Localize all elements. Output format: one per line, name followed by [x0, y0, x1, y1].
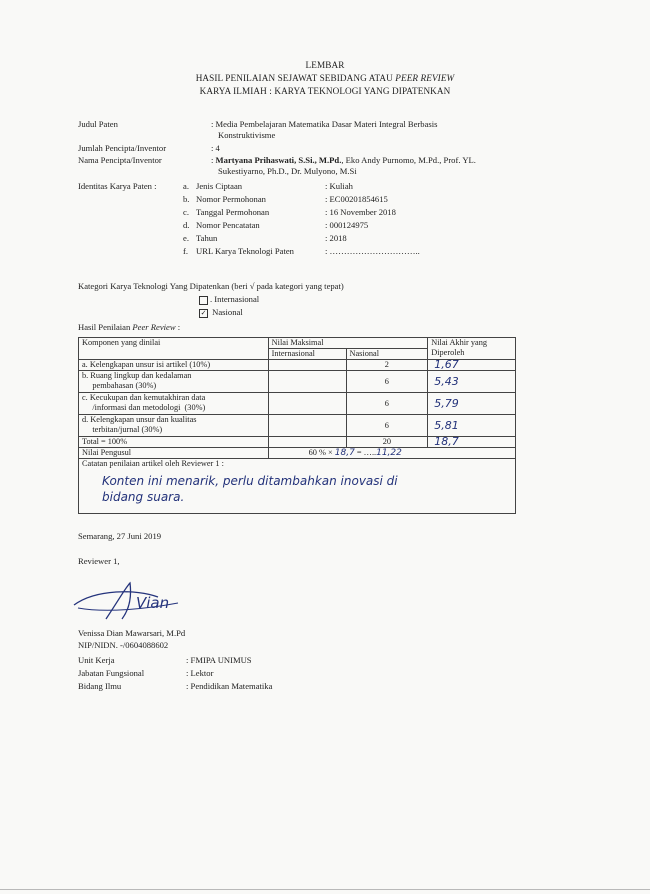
heading-line2-text: HASIL PENILAIAN SEJAWAT SEBIDANG ATAU	[195, 73, 396, 83]
catatan-handwritten-line1: Konten ini menarik, perlu ditambahkan inovasi di	[102, 474, 398, 488]
item-label: Jenis Ciptaan	[196, 181, 243, 191]
catatan-label: Catatan penilaian artikel oleh Reviewer 1 :	[82, 459, 224, 468]
komponen-line2: terbitan/jurnal (30%)	[82, 425, 163, 434]
cell-akhir-handwritten: 1,67	[428, 360, 516, 371]
item-value: : …………………………..	[325, 246, 420, 256]
cell-internasional	[268, 371, 346, 393]
header-nilai-akhir	[428, 338, 516, 360]
bidang-value: : Pendidikan Matematika	[186, 681, 273, 691]
jabatan-label: Jabatan Fungsional	[78, 668, 145, 678]
cell-pengusul-formula	[268, 448, 515, 459]
header-akhir-line1: Nilai Akhir yang	[431, 338, 487, 347]
komponen-line1: b. Ruang lingkup dan kedalaman	[82, 371, 192, 380]
header-internasional: Internasional	[268, 349, 346, 360]
nama-label: Nama Pencipta/Inventor	[78, 155, 162, 165]
table-pengusul-row	[79, 448, 516, 459]
jabatan-value: : Lektor	[186, 668, 214, 678]
cell-akhir-handwritten: 5,43	[428, 371, 516, 393]
kategori-label: Kategori Karya Teknologi Yang Dipatenkan (beri √ pada kategori yang tepat)	[78, 281, 344, 291]
item-label: Nomor Pencatatan	[196, 220, 260, 230]
hasil-label-text: Hasil Penilaian	[78, 322, 133, 332]
judul-value-2: Konstruktivisme	[218, 130, 276, 140]
cell-pengusul-label: Nilai Pengusul	[79, 448, 269, 459]
hasil-label	[78, 322, 180, 333]
unit-label: Unit Kerja	[78, 655, 115, 665]
cell-internasional	[268, 393, 346, 415]
item-letter: f.	[183, 246, 189, 256]
cell-total-label: Total = 100%	[79, 437, 269, 448]
item-value: : 000124975	[325, 220, 369, 230]
item-value: : 2018	[325, 233, 347, 243]
item-letter: a.	[183, 181, 189, 191]
item-value: : 16 November 2018	[325, 207, 396, 217]
reviewer-nip: NIP/NIDN. -/0604088602	[78, 640, 169, 650]
item-label: URL Karya Teknologi Paten	[196, 246, 294, 256]
item-letter: d.	[183, 220, 190, 230]
signature-text: Vian	[136, 594, 170, 612]
bidang-label: Bidang Ilmu	[78, 681, 122, 691]
score-table	[78, 337, 516, 514]
table-row	[79, 360, 516, 371]
item-value: : EC00201854615	[325, 194, 388, 204]
cell-nasional: 6	[346, 371, 428, 393]
checkbox-empty-icon	[199, 296, 208, 305]
cell-komponen: a. Kelengkapan unsur isi artikel (10%)	[79, 360, 269, 371]
komponen-line1: c. Kecukupan dan kemutakhiran data	[82, 393, 206, 402]
cell-total-nasional: 20	[346, 437, 428, 448]
table-row	[79, 393, 516, 415]
place-date: Semarang, 27 Juni 2019	[78, 531, 162, 541]
hasil-label-suffix: :	[175, 322, 181, 332]
option-label: . Internasional	[210, 294, 260, 304]
reviewer-name: Venissa Dian Mawarsari, M.Pd	[78, 628, 186, 638]
unit-value: : FMIPA UNIMUS	[186, 655, 252, 665]
formula-hand-value: 18,7	[334, 448, 355, 458]
kategori-option-internasional	[199, 294, 259, 305]
judul-label: Judul Paten	[78, 119, 118, 129]
item-label: Tanggal Permohonan	[196, 207, 270, 217]
judul-value: : Media Pembelajaran Matematika Dasar Materi Integral Berbasis	[211, 119, 438, 129]
item-letter: b.	[183, 194, 190, 204]
nama-rest: , Eko Andy Purnomo, M.Pd., Prof. YL.	[341, 155, 476, 165]
cell-total-akhir-handwritten: 18,7	[428, 437, 516, 448]
cell-komponen	[79, 393, 269, 415]
cell-komponen	[79, 371, 269, 393]
item-letter: e.	[183, 233, 189, 243]
doc-heading-line2	[0, 73, 650, 83]
checkbox-checked-icon: ✓	[200, 308, 207, 317]
header-nasional: Nasional	[346, 349, 428, 360]
scan-edge-divider	[0, 889, 650, 890]
komponen-line2: pembahasan (30%)	[82, 381, 157, 390]
cell-internasional	[268, 437, 346, 448]
cell-catatan	[79, 459, 516, 514]
cell-akhir-handwritten: 5,81	[428, 415, 516, 437]
formula-prefix: 60 % ×	[308, 448, 333, 457]
nama-bold: Martyana Prihaswati, S.Si., M.Pd.	[215, 155, 342, 165]
komponen-line2: /informasi dan metodologi (30%)	[82, 403, 206, 412]
jumlah-value: : 4	[211, 143, 220, 153]
item-label: Nomor Permohonan	[196, 194, 266, 204]
kategori-option-nasional	[199, 307, 243, 318]
identitas-label: Identitas Karya Paten :	[78, 181, 157, 191]
header-nilai-maksimal: Nilai Maksimal	[268, 338, 428, 349]
table-catatan-row	[79, 459, 516, 514]
table-row	[79, 415, 516, 437]
item-value: : Kuliah	[325, 181, 353, 191]
cell-nasional: 6	[346, 393, 428, 415]
heading-line2-italic: PEER REVIEW	[395, 73, 455, 83]
table-total-row	[79, 437, 516, 448]
header-akhir-line2: Diperoleh	[431, 348, 465, 357]
nama-value	[211, 155, 476, 166]
hasil-label-italic: Peer Review	[132, 322, 176, 332]
catatan-handwritten-line2: bidang suara.	[102, 490, 185, 504]
cell-internasional	[268, 415, 346, 437]
option-label: Nasional	[212, 307, 243, 317]
cell-internasional	[268, 360, 346, 371]
cell-nasional: 2	[346, 360, 428, 371]
item-label: Tahun	[196, 233, 218, 243]
nama-value-2: Sukestiyarno, Ph.D., Dr. Mulyono, M.Si	[218, 166, 357, 176]
item-letter: c.	[183, 207, 189, 217]
cell-nasional: 6	[346, 415, 428, 437]
formula-hand-result: 11,22	[376, 448, 402, 458]
cell-komponen	[79, 415, 269, 437]
formula-mid: = …..	[354, 448, 377, 457]
reviewer-label: Reviewer 1,	[78, 556, 120, 566]
table-row	[79, 371, 516, 393]
doc-heading-line3: KARYA ILMIAH : KARYA TEKNOLOGI YANG DIPATENKAN	[199, 86, 451, 96]
header-komponen: Komponen yang dinilai	[79, 338, 269, 360]
table-header-row	[79, 338, 516, 349]
cell-akhir-handwritten: 5,79	[428, 393, 516, 415]
signature-graphic	[66, 575, 196, 625]
nama-colon: :	[211, 155, 214, 165]
jumlah-label: Jumlah Pencipta/Inventor	[78, 143, 167, 153]
doc-heading-line1: LEMBAR	[305, 60, 345, 70]
komponen-line1: d. Kelengkapan unsur dan kualitas	[82, 415, 197, 424]
